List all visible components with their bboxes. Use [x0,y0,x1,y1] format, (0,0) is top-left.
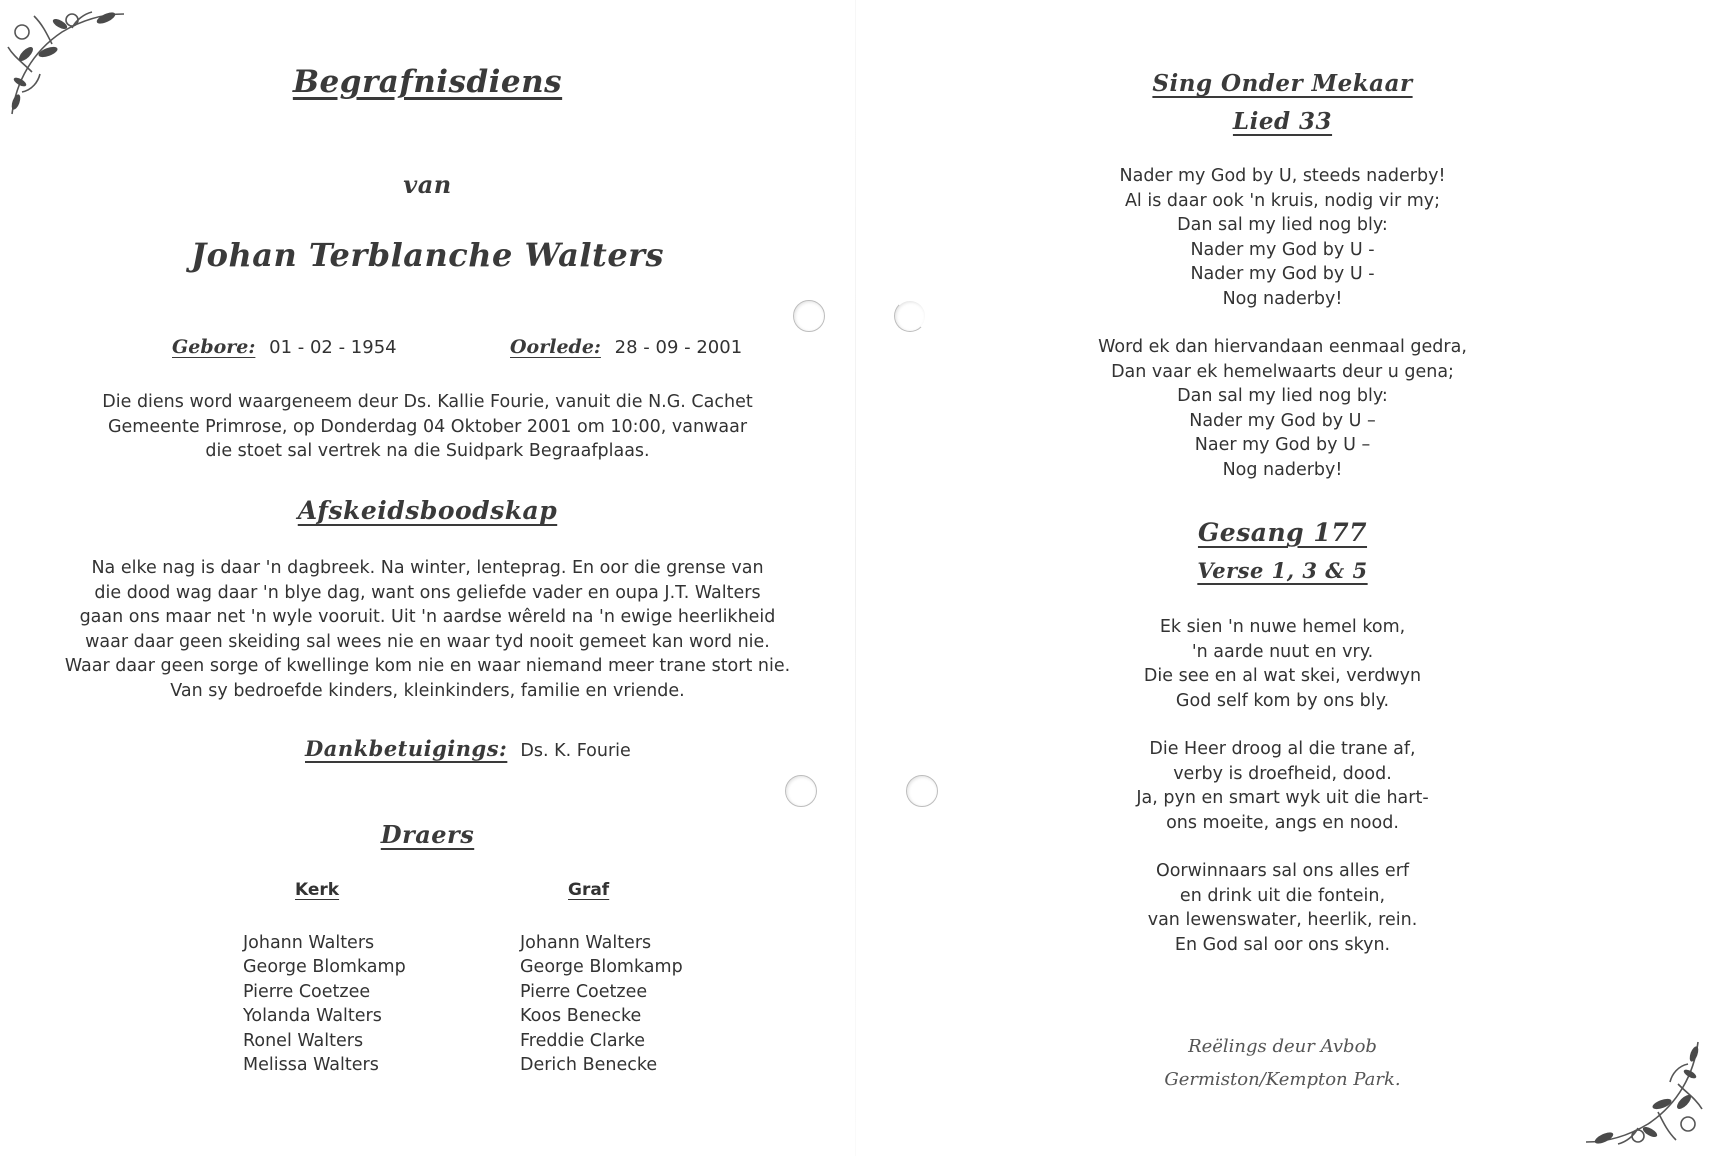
lyric-line: Word ek dan hiervandaan eenmaal gedra, [1098,337,1467,357]
list-item: Johann Walters [243,932,375,953]
lyric-line: Die Heer droog al die trane af, [1149,739,1416,759]
van-word: van [403,170,452,199]
lyric-line: Nader my God by U - [1190,264,1375,284]
service-line: Gemeente Primrose, op Donderdag 04 Oktober 2001 om 10:00, vanwaar [107,416,748,437]
lyric-line: 'n aarde nuut en vry. [1191,641,1374,662]
lyric-line: God self kom by ons bly. [1175,690,1390,711]
bearers-title: Draers [380,820,475,849]
floral-corner-ornament-icon [1583,1034,1708,1154]
thanks-label: Dankbetuigings: [305,736,508,761]
punch-hole [793,300,825,332]
thanks-row [305,736,631,761]
service-line: die stoet sal vertrek na die Suidpark Begraafplaas. [205,441,650,461]
grave-header: Graf [568,880,610,900]
right-page [855,0,1710,1156]
farewell-line: Van sy bedroefde kinders, kleinkinders, familie en vriende. [170,680,685,701]
thanks-value: Ds. K. Fourie [520,741,631,761]
born-date: 01 - 02 - 1954 [269,337,397,358]
list-item: Pierre Coetzee [520,981,648,1002]
hymn-verse [855,615,1710,713]
lyric-line: verby is droefheid, dood. [1173,763,1392,784]
lyric-line: Die see en al wat skei, verdwyn [1143,666,1422,686]
lyric-line: Al is daar ook 'n kruis, nodig vir my; [1124,190,1441,211]
lyric-line: Dan sal my lied nog bly: [1177,386,1388,406]
born-label: Gebore: [172,336,256,358]
list-item: Freddie Clarke [520,1030,646,1051]
died-label: Oorlede: [510,336,601,358]
lyric-line: Naer my God by U – [1194,435,1371,455]
church-bearers [243,878,406,1078]
lyric-line: Oorwinnaars sal ons alles erf [1155,861,1410,881]
lyric-line: Ja, pyn en smart wyk uit die hart- [1136,788,1429,808]
list-item: Koos Benecke [520,1006,642,1026]
song-verse [855,335,1710,482]
farewell-title: Afskeidsboodskap [297,496,558,525]
arrangements-footer [855,1030,1710,1096]
farewell-line: die dood wag daar 'n blye dag, want ons geliefde vader en oupa J.T. Walters [94,582,761,603]
list-item: Pierre Coetzee [243,981,371,1002]
arranged-by: Reëlings deur Avbob [1188,1036,1377,1057]
lyric-line: Nader my God by U - [1190,239,1375,260]
lyric-line: ons moeite, angs en nood. [1166,812,1399,833]
list-item: George Blomkamp [520,957,683,977]
hymn-verse [855,737,1710,835]
lyric-line: van lewenswater, heerlik, rein. [1147,910,1418,930]
lyric-line: Nader my God by U, steeds naderby! [1119,166,1446,186]
arranged-location: Germiston/Kempton Park. [1164,1069,1401,1090]
service-details [0,390,855,464]
song-lyrics [855,164,1710,506]
punch-hole [785,775,817,807]
list-item: Ronel Walters [243,1030,364,1051]
list-item: Melissa Walters [243,1055,379,1075]
list-item: Yolanda Walters [243,1006,382,1026]
sing-title: Sing Onder Mekaar [1152,70,1413,97]
lyric-line: En God sal oor ons skyn. [1174,934,1391,955]
floral-corner-ornament-icon [2,2,127,122]
list-item: Johann Walters [520,932,652,953]
lyric-line: en drink uit die fontein, [1179,885,1386,906]
song-verse [855,164,1710,311]
list-item: Derich Benecke [520,1055,658,1075]
grave-bearers [520,878,683,1078]
service-title: Begrafnisdiens [292,64,563,100]
song-number: Lied 33 [1232,108,1333,135]
hymn-verse [855,859,1710,957]
hymn-verses-label: Verse 1, 3 & 5 [1197,558,1368,583]
lyric-line: Dan sal my lied nog bly: [1177,215,1388,235]
died-row [510,336,742,358]
farewell-line: waar daar geen skeiding sal wees nie en waar tyd nooit gemeet kan word nie. [85,631,770,652]
hymn-lyrics [855,615,1710,981]
lyric-line: Nog naderby! [1222,288,1343,309]
lyric-line: Nog naderby! [1222,459,1343,480]
born-row [172,336,397,358]
farewell-message [0,556,855,703]
list-item: George Blomkamp [243,957,406,977]
lyric-line: Ek sien 'n nuwe hemel kom, [1159,617,1406,637]
farewell-line: Na elke nag is daar 'n dagbreek. Na winter, lenteprag. En oor die grense van [91,558,764,578]
service-line: Die diens word waargeneem deur Ds. Kallie Fourie, vanuit die N.G. Cachet [102,392,753,412]
deceased-name: Johan Terblanche Walters [190,236,665,274]
hymn-title: Gesang 177 [1197,518,1368,547]
church-header: Kerk [295,880,340,900]
farewell-line: Waar daar geen sorge of kwellinge kom nie en waar niemand meer trane stort nie. [64,656,791,676]
lyric-line: Dan vaar ek hemelwaarts deur u gena; [1111,361,1454,382]
lyric-line: Nader my God by U – [1189,410,1376,431]
died-date: 28 - 09 - 2001 [614,337,743,358]
farewell-line: gaan ons maar net 'n wyle vooruit. Uit 'n aardse wêreld na 'n ewige heerlikheid [79,607,776,627]
